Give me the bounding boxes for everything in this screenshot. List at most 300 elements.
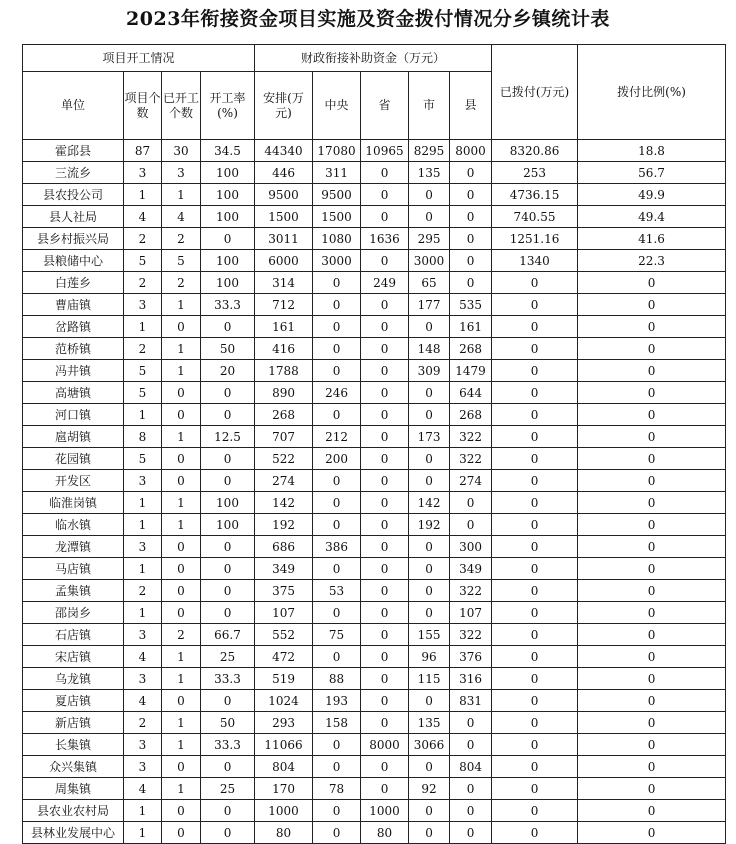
cell-start-rate: 100 (201, 206, 255, 228)
cell-central: 1500 (313, 206, 361, 228)
table-row (23, 382, 726, 404)
cell-start-rate: 20 (201, 360, 255, 382)
cell-disburse-ratio: 0 (578, 470, 726, 492)
cell-unit: 县农业农村局 (23, 800, 124, 822)
cell-province: 0 (361, 668, 409, 690)
table-row (23, 602, 726, 624)
cell-unit: 县乡村振兴局 (23, 228, 124, 250)
cell-started: 3 (162, 162, 201, 184)
cell-disburse-ratio: 0 (578, 580, 726, 602)
cell-start-rate: 12.5 (201, 426, 255, 448)
cell-central: 1080 (313, 228, 361, 250)
cell-start-rate: 33.3 (201, 734, 255, 756)
cell-disburse-ratio: 0 (578, 316, 726, 338)
cell-arranged: 44340 (255, 140, 313, 162)
cell-city: 148 (409, 338, 450, 360)
cell-central: 75 (313, 624, 361, 646)
cell-county: 0 (450, 250, 492, 272)
cell-unit: 众兴集镇 (23, 756, 124, 778)
cell-county: 644 (450, 382, 492, 404)
cell-city: 142 (409, 492, 450, 514)
cell-disburse-ratio: 49.9 (578, 184, 726, 206)
cell-project-count: 1 (124, 514, 162, 536)
cell-city: 0 (409, 580, 450, 602)
header-city: 市 (409, 72, 450, 140)
cell-province: 0 (361, 338, 409, 360)
cell-project-count: 8 (124, 426, 162, 448)
cell-county: 0 (450, 514, 492, 536)
cell-disburse-ratio: 0 (578, 778, 726, 800)
cell-project-count: 3 (124, 624, 162, 646)
cell-central: 0 (313, 602, 361, 624)
cell-province: 0 (361, 624, 409, 646)
table-row (23, 338, 726, 360)
cell-start-rate: 0 (201, 602, 255, 624)
cell-started: 5 (162, 250, 201, 272)
header-central: 中央 (313, 72, 361, 140)
table-row (23, 426, 726, 448)
table-row (23, 756, 726, 778)
cell-start-rate: 100 (201, 250, 255, 272)
cell-started: 0 (162, 602, 201, 624)
cell-county: 0 (450, 492, 492, 514)
cell-started: 0 (162, 558, 201, 580)
table-row (23, 184, 726, 206)
cell-city: 0 (409, 382, 450, 404)
cell-project-count: 87 (124, 140, 162, 162)
cell-started: 2 (162, 624, 201, 646)
cell-arranged: 712 (255, 294, 313, 316)
table-row (23, 162, 726, 184)
cell-started: 4 (162, 206, 201, 228)
cell-disbursed: 0 (492, 294, 578, 316)
cell-county: 1479 (450, 360, 492, 382)
cell-county: 8000 (450, 140, 492, 162)
cell-disbursed: 0 (492, 514, 578, 536)
cell-province: 10965 (361, 140, 409, 162)
cell-disbursed: 8320.86 (492, 140, 578, 162)
table-row (23, 712, 726, 734)
cell-started: 0 (162, 756, 201, 778)
table-row (23, 360, 726, 382)
cell-city: 115 (409, 668, 450, 690)
cell-county: 804 (450, 756, 492, 778)
table-header (23, 45, 726, 140)
cell-disburse-ratio: 0 (578, 646, 726, 668)
cell-disburse-ratio: 0 (578, 404, 726, 426)
cell-province: 0 (361, 756, 409, 778)
header-unit: 单位 (23, 72, 124, 140)
cell-province: 1000 (361, 800, 409, 822)
cell-central: 158 (313, 712, 361, 734)
cell-province: 0 (361, 778, 409, 800)
cell-started: 1 (162, 712, 201, 734)
cell-province: 249 (361, 272, 409, 294)
header-province: 省 (361, 72, 409, 140)
statistics-table (22, 44, 726, 844)
cell-started: 1 (162, 734, 201, 756)
table-row (23, 668, 726, 690)
cell-unit: 范桥镇 (23, 338, 124, 360)
cell-unit: 冯井镇 (23, 360, 124, 382)
cell-disburse-ratio: 0 (578, 338, 726, 360)
header-start-rate: 开工率(%) (201, 72, 255, 140)
cell-start-rate: 25 (201, 778, 255, 800)
cell-province: 0 (361, 580, 409, 602)
cell-central: 3000 (313, 250, 361, 272)
cell-central: 0 (313, 734, 361, 756)
cell-unit: 孟集镇 (23, 580, 124, 602)
cell-disburse-ratio: 0 (578, 426, 726, 448)
table-row (23, 492, 726, 514)
cell-province: 0 (361, 360, 409, 382)
cell-disbursed: 0 (492, 778, 578, 800)
cell-disburse-ratio: 0 (578, 734, 726, 756)
cell-county: 0 (450, 206, 492, 228)
cell-started: 0 (162, 382, 201, 404)
cell-disburse-ratio: 0 (578, 602, 726, 624)
cell-central: 0 (313, 492, 361, 514)
cell-central: 17080 (313, 140, 361, 162)
cell-disbursed: 1251.16 (492, 228, 578, 250)
cell-central: 0 (313, 404, 361, 426)
cell-arranged: 142 (255, 492, 313, 514)
cell-county: 322 (450, 426, 492, 448)
cell-central: 9500 (313, 184, 361, 206)
cell-project-count: 4 (124, 778, 162, 800)
cell-province: 0 (361, 492, 409, 514)
cell-central: 0 (313, 470, 361, 492)
cell-arranged: 268 (255, 404, 313, 426)
cell-province: 0 (361, 690, 409, 712)
cell-province: 8000 (361, 734, 409, 756)
cell-city: 0 (409, 756, 450, 778)
cell-project-count: 3 (124, 734, 162, 756)
cell-started: 2 (162, 272, 201, 294)
cell-province: 80 (361, 822, 409, 844)
cell-county: 322 (450, 448, 492, 470)
header-started: 已开工个数 (162, 72, 201, 140)
cell-unit: 马店镇 (23, 558, 124, 580)
cell-arranged: 522 (255, 448, 313, 470)
cell-city: 3000 (409, 250, 450, 272)
cell-project-count: 1 (124, 316, 162, 338)
cell-started: 0 (162, 580, 201, 602)
cell-disbursed: 0 (492, 360, 578, 382)
cell-project-count: 3 (124, 162, 162, 184)
cell-unit: 岔路镇 (23, 316, 124, 338)
cell-disburse-ratio: 0 (578, 624, 726, 646)
cell-city: 0 (409, 558, 450, 580)
cell-arranged: 170 (255, 778, 313, 800)
cell-unit: 开发区 (23, 470, 124, 492)
cell-central: 212 (313, 426, 361, 448)
cell-county: 322 (450, 580, 492, 602)
cell-start-rate: 33.3 (201, 668, 255, 690)
cell-city: 0 (409, 800, 450, 822)
cell-unit: 临淮岗镇 (23, 492, 124, 514)
cell-start-rate: 0 (201, 690, 255, 712)
cell-central: 0 (313, 800, 361, 822)
cell-started: 0 (162, 448, 201, 470)
cell-arranged: 9500 (255, 184, 313, 206)
cell-disbursed: 0 (492, 338, 578, 360)
cell-province: 0 (361, 448, 409, 470)
cell-start-rate: 100 (201, 272, 255, 294)
cell-disbursed: 0 (492, 800, 578, 822)
table-row (23, 536, 726, 558)
cell-project-count: 2 (124, 272, 162, 294)
cell-county: 322 (450, 624, 492, 646)
cell-disburse-ratio: 0 (578, 294, 726, 316)
cell-project-count: 5 (124, 448, 162, 470)
cell-started: 0 (162, 690, 201, 712)
cell-city: 0 (409, 448, 450, 470)
cell-arranged: 1000 (255, 800, 313, 822)
cell-arranged: 1788 (255, 360, 313, 382)
cell-started: 1 (162, 646, 201, 668)
table-row (23, 624, 726, 646)
cell-disbursed: 253 (492, 162, 578, 184)
cell-start-rate: 0 (201, 558, 255, 580)
cell-unit: 河口镇 (23, 404, 124, 426)
table-row (23, 558, 726, 580)
cell-project-count: 2 (124, 228, 162, 250)
cell-disbursed: 0 (492, 470, 578, 492)
cell-county: 107 (450, 602, 492, 624)
cell-central: 0 (313, 272, 361, 294)
cell-county: 300 (450, 536, 492, 558)
cell-central: 0 (313, 294, 361, 316)
cell-city: 155 (409, 624, 450, 646)
cell-unit: 白莲乡 (23, 272, 124, 294)
cell-disburse-ratio: 22.3 (578, 250, 726, 272)
cell-city: 0 (409, 184, 450, 206)
cell-project-count: 1 (124, 602, 162, 624)
cell-disburse-ratio: 0 (578, 800, 726, 822)
cell-disburse-ratio: 0 (578, 536, 726, 558)
cell-unit: 宋店镇 (23, 646, 124, 668)
cell-disbursed: 0 (492, 272, 578, 294)
cell-project-count: 5 (124, 250, 162, 272)
cell-unit: 县农投公司 (23, 184, 124, 206)
cell-start-rate: 0 (201, 756, 255, 778)
cell-disburse-ratio: 0 (578, 448, 726, 470)
cell-start-rate: 0 (201, 470, 255, 492)
cell-start-rate: 100 (201, 514, 255, 536)
cell-county: 316 (450, 668, 492, 690)
cell-province: 1636 (361, 228, 409, 250)
cell-unit: 曹庙镇 (23, 294, 124, 316)
cell-county: 0 (450, 162, 492, 184)
header-disbursed: 已拨付(万元) (492, 45, 578, 140)
cell-city: 96 (409, 646, 450, 668)
cell-province: 0 (361, 162, 409, 184)
cell-disburse-ratio: 0 (578, 668, 726, 690)
cell-central: 0 (313, 646, 361, 668)
cell-disbursed: 0 (492, 668, 578, 690)
cell-central: 200 (313, 448, 361, 470)
cell-project-count: 1 (124, 800, 162, 822)
cell-disbursed: 0 (492, 646, 578, 668)
cell-county: 0 (450, 778, 492, 800)
cell-province: 0 (361, 712, 409, 734)
cell-unit: 花园镇 (23, 448, 124, 470)
cell-arranged: 161 (255, 316, 313, 338)
cell-province: 0 (361, 646, 409, 668)
cell-unit: 三流乡 (23, 162, 124, 184)
cell-unit: 乌龙镇 (23, 668, 124, 690)
table-row (23, 206, 726, 228)
cell-disburse-ratio: 0 (578, 492, 726, 514)
cell-central: 311 (313, 162, 361, 184)
table-row (23, 690, 726, 712)
cell-start-rate: 33.3 (201, 294, 255, 316)
cell-started: 2 (162, 228, 201, 250)
cell-started: 0 (162, 404, 201, 426)
cell-arranged: 804 (255, 756, 313, 778)
cell-start-rate: 0 (201, 228, 255, 250)
cell-started: 1 (162, 360, 201, 382)
cell-arranged: 349 (255, 558, 313, 580)
cell-unit: 县人社局 (23, 206, 124, 228)
cell-project-count: 1 (124, 184, 162, 206)
cell-central: 0 (313, 756, 361, 778)
cell-project-count: 5 (124, 360, 162, 382)
cell-disbursed: 0 (492, 712, 578, 734)
cell-disbursed: 0 (492, 624, 578, 646)
table-body (23, 140, 726, 844)
cell-central: 0 (313, 822, 361, 844)
cell-arranged: 519 (255, 668, 313, 690)
cell-project-count: 2 (124, 338, 162, 360)
cell-city: 309 (409, 360, 450, 382)
cell-start-rate: 0 (201, 800, 255, 822)
cell-unit: 扈胡镇 (23, 426, 124, 448)
cell-disbursed: 0 (492, 316, 578, 338)
cell-city: 0 (409, 536, 450, 558)
cell-county: 0 (450, 272, 492, 294)
cell-arranged: 552 (255, 624, 313, 646)
cell-disbursed: 0 (492, 492, 578, 514)
cell-disburse-ratio: 49.4 (578, 206, 726, 228)
table-row (23, 734, 726, 756)
table-row (23, 470, 726, 492)
cell-start-rate: 100 (201, 184, 255, 206)
page-title: 2023年衔接资金项目实施及资金拨付情况分乡镇统计表 (126, 8, 610, 30)
cell-disbursed: 0 (492, 558, 578, 580)
table-row (23, 822, 726, 844)
cell-city: 0 (409, 690, 450, 712)
cell-arranged: 472 (255, 646, 313, 668)
cell-disburse-ratio: 18.8 (578, 140, 726, 162)
cell-county: 0 (450, 228, 492, 250)
cell-disburse-ratio: 0 (578, 514, 726, 536)
cell-county: 376 (450, 646, 492, 668)
cell-central: 386 (313, 536, 361, 558)
cell-disbursed: 0 (492, 426, 578, 448)
header-group-funds: 财政衔接补助资金（万元） (255, 45, 492, 72)
cell-disbursed: 740.55 (492, 206, 578, 228)
table-row (23, 448, 726, 470)
cell-project-count: 3 (124, 470, 162, 492)
cell-arranged: 6000 (255, 250, 313, 272)
cell-county: 268 (450, 404, 492, 426)
table-row (23, 646, 726, 668)
cell-central: 88 (313, 668, 361, 690)
cell-city: 3066 (409, 734, 450, 756)
cell-disburse-ratio: 0 (578, 558, 726, 580)
cell-disburse-ratio: 0 (578, 382, 726, 404)
cell-project-count: 1 (124, 404, 162, 426)
cell-start-rate: 0 (201, 536, 255, 558)
cell-city: 92 (409, 778, 450, 800)
cell-arranged: 375 (255, 580, 313, 602)
table-row (23, 272, 726, 294)
cell-disbursed: 0 (492, 382, 578, 404)
cell-city: 192 (409, 514, 450, 536)
cell-started: 1 (162, 184, 201, 206)
cell-project-count: 3 (124, 294, 162, 316)
cell-disbursed: 0 (492, 404, 578, 426)
cell-start-rate: 50 (201, 338, 255, 360)
cell-disburse-ratio: 0 (578, 756, 726, 778)
cell-started: 1 (162, 514, 201, 536)
table-row (23, 250, 726, 272)
cell-city: 0 (409, 470, 450, 492)
cell-county: 831 (450, 690, 492, 712)
cell-project-count: 2 (124, 712, 162, 734)
cell-started: 0 (162, 316, 201, 338)
cell-arranged: 314 (255, 272, 313, 294)
cell-city: 0 (409, 316, 450, 338)
cell-start-rate: 0 (201, 822, 255, 844)
cell-start-rate: 100 (201, 492, 255, 514)
cell-project-count: 3 (124, 756, 162, 778)
cell-arranged: 107 (255, 602, 313, 624)
cell-province: 0 (361, 250, 409, 272)
header-county: 县 (450, 72, 492, 140)
cell-unit: 高塘镇 (23, 382, 124, 404)
cell-unit: 龙潭镇 (23, 536, 124, 558)
cell-started: 1 (162, 668, 201, 690)
cell-project-count: 4 (124, 646, 162, 668)
cell-disbursed: 0 (492, 602, 578, 624)
cell-disburse-ratio: 0 (578, 822, 726, 844)
cell-city: 8295 (409, 140, 450, 162)
cell-province: 0 (361, 294, 409, 316)
cell-start-rate: 0 (201, 580, 255, 602)
cell-project-count: 2 (124, 580, 162, 602)
table-row (23, 800, 726, 822)
table-row (23, 316, 726, 338)
cell-started: 0 (162, 470, 201, 492)
cell-province: 0 (361, 536, 409, 558)
cell-unit: 夏店镇 (23, 690, 124, 712)
cell-disbursed: 0 (492, 756, 578, 778)
cell-arranged: 890 (255, 382, 313, 404)
cell-central: 0 (313, 558, 361, 580)
cell-project-count: 1 (124, 822, 162, 844)
cell-start-rate: 50 (201, 712, 255, 734)
cell-city: 65 (409, 272, 450, 294)
cell-city: 0 (409, 602, 450, 624)
cell-disburse-ratio: 0 (578, 712, 726, 734)
cell-start-rate: 0 (201, 404, 255, 426)
cell-disburse-ratio: 0 (578, 690, 726, 712)
cell-arranged: 293 (255, 712, 313, 734)
cell-province: 0 (361, 184, 409, 206)
